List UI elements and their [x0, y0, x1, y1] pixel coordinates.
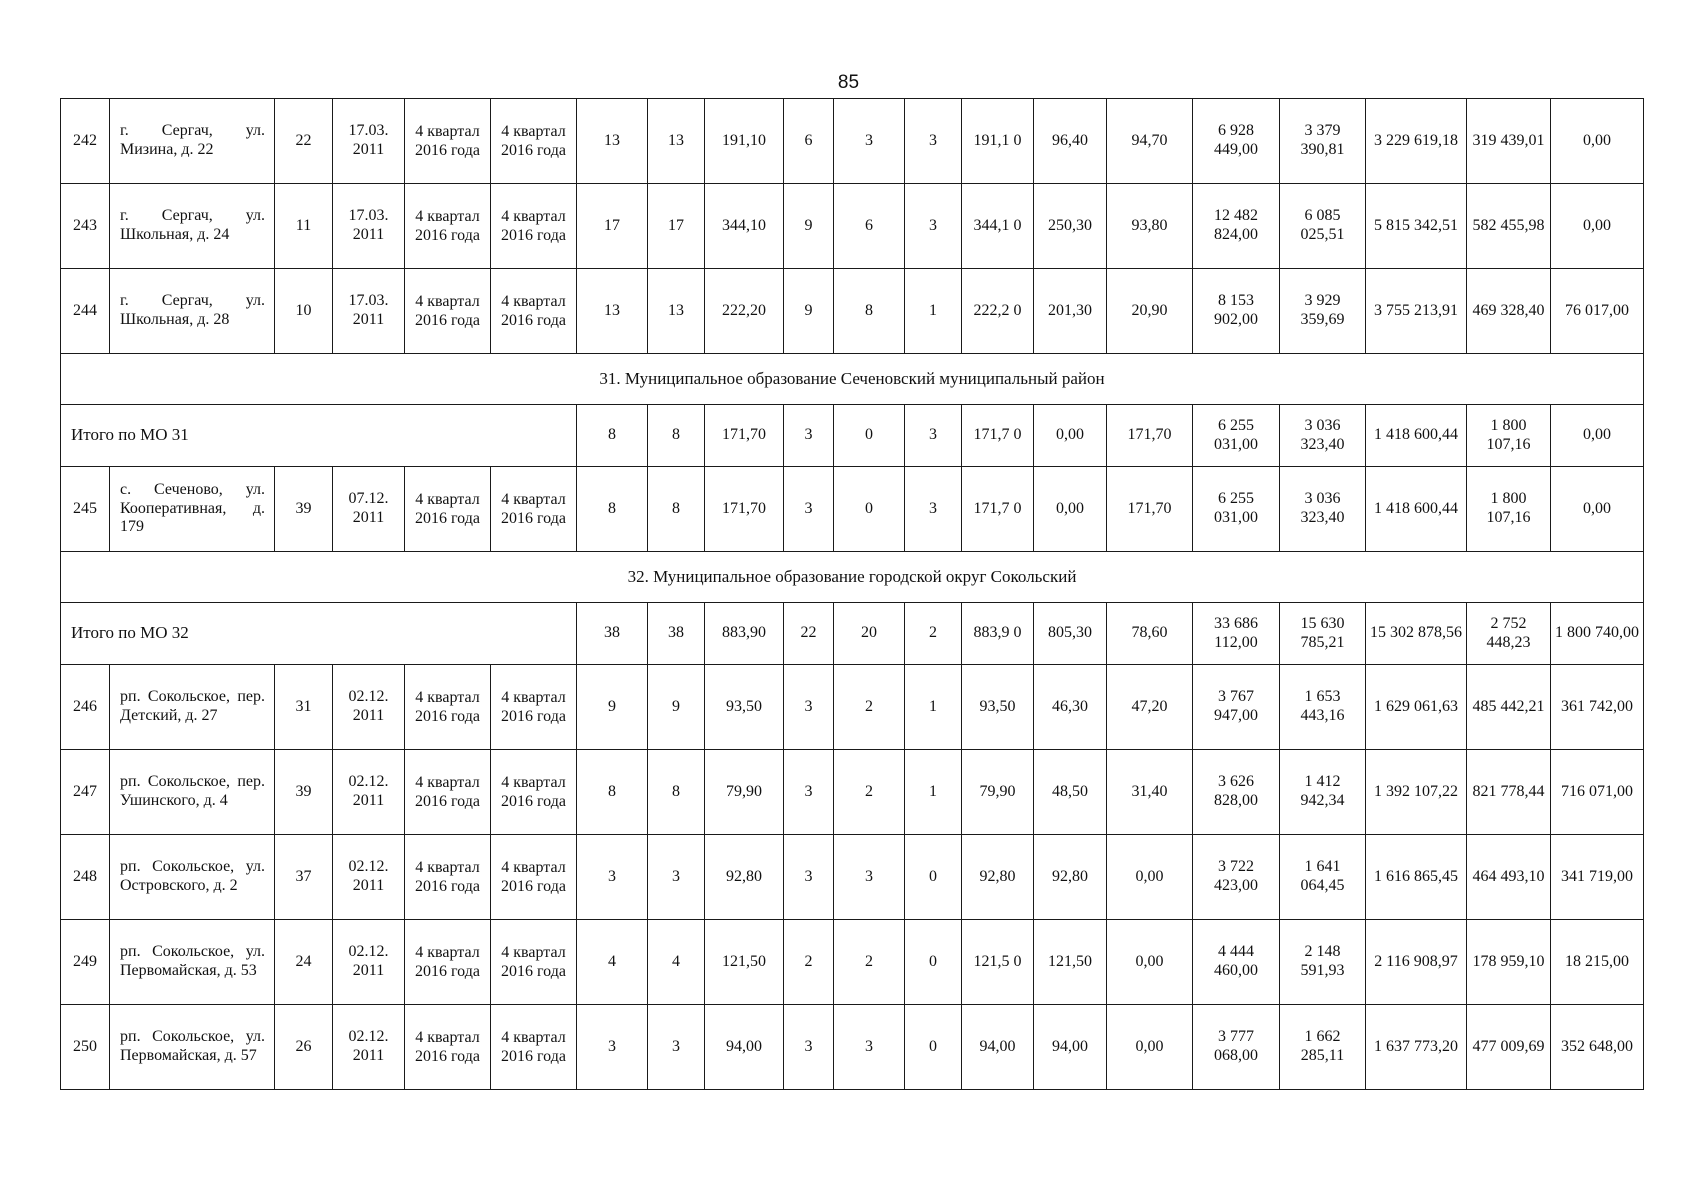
value-cell-c12: 3: [905, 184, 962, 269]
value-cell-c15: 94,70: [1107, 99, 1193, 184]
quarter-cell-2: 4 квартал 2016 года: [491, 184, 577, 269]
value-cell-c19: 1 800 107,16: [1467, 405, 1551, 467]
quarter-cell-2: 4 квартал 2016 года: [491, 665, 577, 750]
value-cell-c15: 47,20: [1107, 665, 1193, 750]
value-cell-c11: 0: [834, 405, 905, 467]
address-cell: рп. Сокольское, ул. Первомайская, д. 53: [110, 920, 275, 1005]
value-cell-c17: 3 379 390,81: [1280, 99, 1366, 184]
row-number: 245: [61, 467, 110, 552]
value-cell-c15: 78,60: [1107, 603, 1193, 665]
quarter-cell-1: 4 квартал 2016 года: [405, 184, 491, 269]
subtotal-label: Итого по МО 31: [61, 405, 577, 467]
value-cell-c13: 94,00: [962, 1005, 1034, 1090]
value-cell-c14: 121,50: [1034, 920, 1107, 1005]
quarter-cell-2: 4 квартал 2016 года: [491, 920, 577, 1005]
date-cell: 02.12. 2011: [333, 665, 405, 750]
value-cell-c9: 79,90: [705, 750, 784, 835]
date-cell: 17.03. 2011: [333, 99, 405, 184]
value-cell-c7: 38: [577, 603, 648, 665]
value-cell-c18: 2 116 908,97: [1366, 920, 1467, 1005]
value-cell-c17: 2 148 591,93: [1280, 920, 1366, 1005]
value-cell-c11: 2: [834, 750, 905, 835]
value-cell-c17: 1 641 064,45: [1280, 835, 1366, 920]
value-cell-c20: 0,00: [1551, 405, 1644, 467]
value-cell-c20: 0,00: [1551, 184, 1644, 269]
value-cell-c13: 92,80: [962, 835, 1034, 920]
value-cell-c8: 17: [648, 184, 705, 269]
quarter-cell-2: 4 квартал 2016 года: [491, 1005, 577, 1090]
value-cell-c7: 13: [577, 269, 648, 354]
quarter-cell-1: 4 квартал 2016 года: [405, 750, 491, 835]
table-row: [61, 269, 1644, 354]
value-cell-c18: 1 629 061,63: [1366, 665, 1467, 750]
address-cell: рп. Сокольское, ул. Первомайская, д. 57: [110, 1005, 275, 1090]
value-cell-c3: 39: [275, 750, 333, 835]
table-row: [61, 1005, 1644, 1090]
subtotal-row: [61, 603, 1644, 665]
value-cell-c14: 48,50: [1034, 750, 1107, 835]
table-body: [61, 99, 1644, 1090]
value-cell-c19: 319 439,01: [1467, 99, 1551, 184]
value-cell-c9: 121,50: [705, 920, 784, 1005]
subtotal-label: Итого по МО 32: [61, 603, 577, 665]
value-cell-c3: 26: [275, 1005, 333, 1090]
address-cell: с. Сеченово, ул. Кооперативная, д. 179: [110, 467, 275, 552]
value-cell-c14: 0,00: [1034, 405, 1107, 467]
value-cell-c18: 1 418 600,44: [1366, 405, 1467, 467]
value-cell-c10: 2: [784, 920, 834, 1005]
quarter-cell-1: 4 квартал 2016 года: [405, 920, 491, 1005]
value-cell-c8: 8: [648, 405, 705, 467]
value-cell-c9: 93,50: [705, 665, 784, 750]
value-cell-c19: 485 442,21: [1467, 665, 1551, 750]
value-cell-c13: 171,7 0: [962, 467, 1034, 552]
quarter-cell-1: 4 квартал 2016 года: [405, 99, 491, 184]
value-cell-c13: 191,1 0: [962, 99, 1034, 184]
value-cell-c8: 8: [648, 750, 705, 835]
value-cell-c3: 11: [275, 184, 333, 269]
value-cell-c7: 3: [577, 1005, 648, 1090]
date-cell: 17.03. 2011: [333, 184, 405, 269]
housing-program-table: [60, 98, 1644, 1090]
value-cell-c15: 93,80: [1107, 184, 1193, 269]
quarter-cell-2: 4 квартал 2016 года: [491, 269, 577, 354]
value-cell-c10: 9: [784, 184, 834, 269]
value-cell-c17: 3 036 323,40: [1280, 405, 1366, 467]
address-cell: г. Сергач, ул. Школьная, д. 28: [110, 269, 275, 354]
value-cell-c11: 3: [834, 835, 905, 920]
quarter-cell-1: 4 квартал 2016 года: [405, 665, 491, 750]
value-cell-c9: 171,70: [705, 467, 784, 552]
value-cell-c10: 9: [784, 269, 834, 354]
date-cell: 02.12. 2011: [333, 835, 405, 920]
value-cell-c9: 191,10: [705, 99, 784, 184]
value-cell-c15: 20,90: [1107, 269, 1193, 354]
value-cell-c10: 3: [784, 665, 834, 750]
value-cell-c13: 883,9 0: [962, 603, 1034, 665]
table-row: [61, 184, 1644, 269]
table-row: [61, 750, 1644, 835]
address-cell: рп. Сокольское, пер. Детский, д. 27: [110, 665, 275, 750]
value-cell-c7: 3: [577, 835, 648, 920]
value-cell-c11: 0: [834, 467, 905, 552]
value-cell-c18: 5 815 342,51: [1366, 184, 1467, 269]
value-cell-c17: 6 085 025,51: [1280, 184, 1366, 269]
row-number: 246: [61, 665, 110, 750]
section-title: 31. Муниципальное образование Сеченовский муниципальный район: [61, 354, 1644, 405]
value-cell-c20: 361 742,00: [1551, 665, 1644, 750]
value-cell-c16: 3 767 947,00: [1193, 665, 1280, 750]
row-number: 243: [61, 184, 110, 269]
value-cell-c11: 2: [834, 920, 905, 1005]
value-cell-c12: 3: [905, 467, 962, 552]
quarter-cell-2: 4 квартал 2016 года: [491, 835, 577, 920]
value-cell-c17: 3 036 323,40: [1280, 467, 1366, 552]
value-cell-c8: 8: [648, 467, 705, 552]
value-cell-c16: 4 444 460,00: [1193, 920, 1280, 1005]
row-number: 247: [61, 750, 110, 835]
value-cell-c18: 3 755 213,91: [1366, 269, 1467, 354]
value-cell-c3: 39: [275, 467, 333, 552]
value-cell-c12: 1: [905, 665, 962, 750]
value-cell-c16: 6 255 031,00: [1193, 405, 1280, 467]
value-cell-c19: 821 778,44: [1467, 750, 1551, 835]
value-cell-c17: 1 653 443,16: [1280, 665, 1366, 750]
date-cell: 02.12. 2011: [333, 750, 405, 835]
value-cell-c19: 464 493,10: [1467, 835, 1551, 920]
value-cell-c20: 1 800 740,00: [1551, 603, 1644, 665]
subtotal-row: [61, 405, 1644, 467]
value-cell-c16: 33 686 112,00: [1193, 603, 1280, 665]
value-cell-c17: 15 630 785,21: [1280, 603, 1366, 665]
value-cell-c18: 1 418 600,44: [1366, 467, 1467, 552]
page-number: 85: [837, 72, 860, 93]
value-cell-c13: 171,7 0: [962, 405, 1034, 467]
quarter-cell-1: 4 квартал 2016 года: [405, 269, 491, 354]
value-cell-c10: 3: [784, 467, 834, 552]
value-cell-c12: 2: [905, 603, 962, 665]
value-cell-c14: 92,80: [1034, 835, 1107, 920]
value-cell-c9: 94,00: [705, 1005, 784, 1090]
value-cell-c7: 9: [577, 665, 648, 750]
value-cell-c12: 1: [905, 269, 962, 354]
value-cell-c8: 3: [648, 1005, 705, 1090]
value-cell-c7: 4: [577, 920, 648, 1005]
address-cell: г. Сергач, ул. Школьная, д. 24: [110, 184, 275, 269]
value-cell-c12: 0: [905, 835, 962, 920]
value-cell-c7: 8: [577, 467, 648, 552]
table-row: [61, 920, 1644, 1005]
quarter-cell-1: 4 квартал 2016 года: [405, 467, 491, 552]
value-cell-c19: 178 959,10: [1467, 920, 1551, 1005]
quarter-cell-1: 4 квартал 2016 года: [405, 1005, 491, 1090]
value-cell-c19: 469 328,40: [1467, 269, 1551, 354]
value-cell-c7: 13: [577, 99, 648, 184]
value-cell-c15: 31,40: [1107, 750, 1193, 835]
value-cell-c20: 18 215,00: [1551, 920, 1644, 1005]
value-cell-c10: 3: [784, 1005, 834, 1090]
row-number: 249: [61, 920, 110, 1005]
section-header-row: [61, 354, 1644, 405]
value-cell-c19: 1 800 107,16: [1467, 467, 1551, 552]
value-cell-c15: 171,70: [1107, 405, 1193, 467]
value-cell-c11: 6: [834, 184, 905, 269]
table-row: [61, 99, 1644, 184]
value-cell-c19: 2 752 448,23: [1467, 603, 1551, 665]
value-cell-c16: 6 928 449,00: [1193, 99, 1280, 184]
date-cell: 17.03. 2011: [333, 269, 405, 354]
address-cell: г. Сергач, ул. Мизина, д. 22: [110, 99, 275, 184]
value-cell-c11: 2: [834, 665, 905, 750]
date-cell: 02.12. 2011: [333, 920, 405, 1005]
value-cell-c9: 883,90: [705, 603, 784, 665]
value-cell-c17: 1 412 942,34: [1280, 750, 1366, 835]
value-cell-c8: 9: [648, 665, 705, 750]
row-number: 250: [61, 1005, 110, 1090]
value-cell-c16: 12 482 824,00: [1193, 184, 1280, 269]
row-number: 244: [61, 269, 110, 354]
section-title: 32. Муниципальное образование городской округ Сокольский: [61, 552, 1644, 603]
row-number: 242: [61, 99, 110, 184]
value-cell-c17: 3 929 359,69: [1280, 269, 1366, 354]
value-cell-c10: 3: [784, 835, 834, 920]
value-cell-c13: 344,1 0: [962, 184, 1034, 269]
value-cell-c10: 3: [784, 750, 834, 835]
address-cell: рп. Сокольское, ул. Островского, д. 2: [110, 835, 275, 920]
value-cell-c7: 8: [577, 750, 648, 835]
value-cell-c8: 13: [648, 269, 705, 354]
value-cell-c20: 341 719,00: [1551, 835, 1644, 920]
value-cell-c8: 13: [648, 99, 705, 184]
value-cell-c15: 171,70: [1107, 467, 1193, 552]
value-cell-c8: 4: [648, 920, 705, 1005]
value-cell-c20: 716 071,00: [1551, 750, 1644, 835]
date-cell: 02.12. 2011: [333, 1005, 405, 1090]
value-cell-c9: 171,70: [705, 405, 784, 467]
value-cell-c20: 0,00: [1551, 467, 1644, 552]
value-cell-c7: 17: [577, 184, 648, 269]
value-cell-c18: 1 637 773,20: [1366, 1005, 1467, 1090]
value-cell-c3: 22: [275, 99, 333, 184]
value-cell-c11: 3: [834, 1005, 905, 1090]
value-cell-c18: 15 302 878,56: [1366, 603, 1467, 665]
value-cell-c13: 79,90: [962, 750, 1034, 835]
value-cell-c16: 6 255 031,00: [1193, 467, 1280, 552]
quarter-cell-2: 4 квартал 2016 года: [491, 99, 577, 184]
value-cell-c13: 93,50: [962, 665, 1034, 750]
value-cell-c15: 0,00: [1107, 1005, 1193, 1090]
value-cell-c18: 1 616 865,45: [1366, 835, 1467, 920]
value-cell-c16: 3 777 068,00: [1193, 1005, 1280, 1090]
address-cell: рп. Сокольское, пер. Ушинского, д. 4: [110, 750, 275, 835]
value-cell-c18: 3 229 619,18: [1366, 99, 1467, 184]
value-cell-c18: 1 392 107,22: [1366, 750, 1467, 835]
value-cell-c17: 1 662 285,11: [1280, 1005, 1366, 1090]
value-cell-c15: 0,00: [1107, 835, 1193, 920]
date-cell: 07.12. 2011: [333, 467, 405, 552]
value-cell-c12: 3: [905, 405, 962, 467]
value-cell-c13: 222,2 0: [962, 269, 1034, 354]
value-cell-c3: 31: [275, 665, 333, 750]
quarter-cell-2: 4 квартал 2016 года: [491, 467, 577, 552]
value-cell-c8: 3: [648, 835, 705, 920]
value-cell-c20: 76 017,00: [1551, 269, 1644, 354]
quarter-cell-2: 4 квартал 2016 года: [491, 750, 577, 835]
value-cell-c14: 46,30: [1034, 665, 1107, 750]
table-row: [61, 835, 1644, 920]
value-cell-c19: 477 009,69: [1467, 1005, 1551, 1090]
value-cell-c7: 8: [577, 405, 648, 467]
value-cell-c16: 8 153 902,00: [1193, 269, 1280, 354]
section-header-row: [61, 552, 1644, 603]
value-cell-c8: 38: [648, 603, 705, 665]
quarter-cell-1: 4 квартал 2016 года: [405, 835, 491, 920]
value-cell-c14: 94,00: [1034, 1005, 1107, 1090]
value-cell-c14: 0,00: [1034, 467, 1107, 552]
value-cell-c3: 24: [275, 920, 333, 1005]
value-cell-c9: 222,20: [705, 269, 784, 354]
value-cell-c20: 352 648,00: [1551, 1005, 1644, 1090]
value-cell-c3: 10: [275, 269, 333, 354]
value-cell-c14: 250,30: [1034, 184, 1107, 269]
value-cell-c11: 3: [834, 99, 905, 184]
value-cell-c14: 201,30: [1034, 269, 1107, 354]
value-cell-c15: 0,00: [1107, 920, 1193, 1005]
value-cell-c20: 0,00: [1551, 99, 1644, 184]
value-cell-c11: 20: [834, 603, 905, 665]
value-cell-c16: 3 722 423,00: [1193, 835, 1280, 920]
value-cell-c11: 8: [834, 269, 905, 354]
value-cell-c10: 6: [784, 99, 834, 184]
value-cell-c12: 0: [905, 920, 962, 1005]
value-cell-c14: 96,40: [1034, 99, 1107, 184]
value-cell-c9: 92,80: [705, 835, 784, 920]
value-cell-c3: 37: [275, 835, 333, 920]
value-cell-c9: 344,10: [705, 184, 784, 269]
value-cell-c12: 3: [905, 99, 962, 184]
table-row: [61, 665, 1644, 750]
row-number: 248: [61, 835, 110, 920]
value-cell-c12: 0: [905, 1005, 962, 1090]
value-cell-c10: 22: [784, 603, 834, 665]
value-cell-c16: 3 626 828,00: [1193, 750, 1280, 835]
table-row: [61, 467, 1644, 552]
value-cell-c12: 1: [905, 750, 962, 835]
value-cell-c13: 121,5 0: [962, 920, 1034, 1005]
value-cell-c14: 805,30: [1034, 603, 1107, 665]
value-cell-c19: 582 455,98: [1467, 184, 1551, 269]
value-cell-c10: 3: [784, 405, 834, 467]
